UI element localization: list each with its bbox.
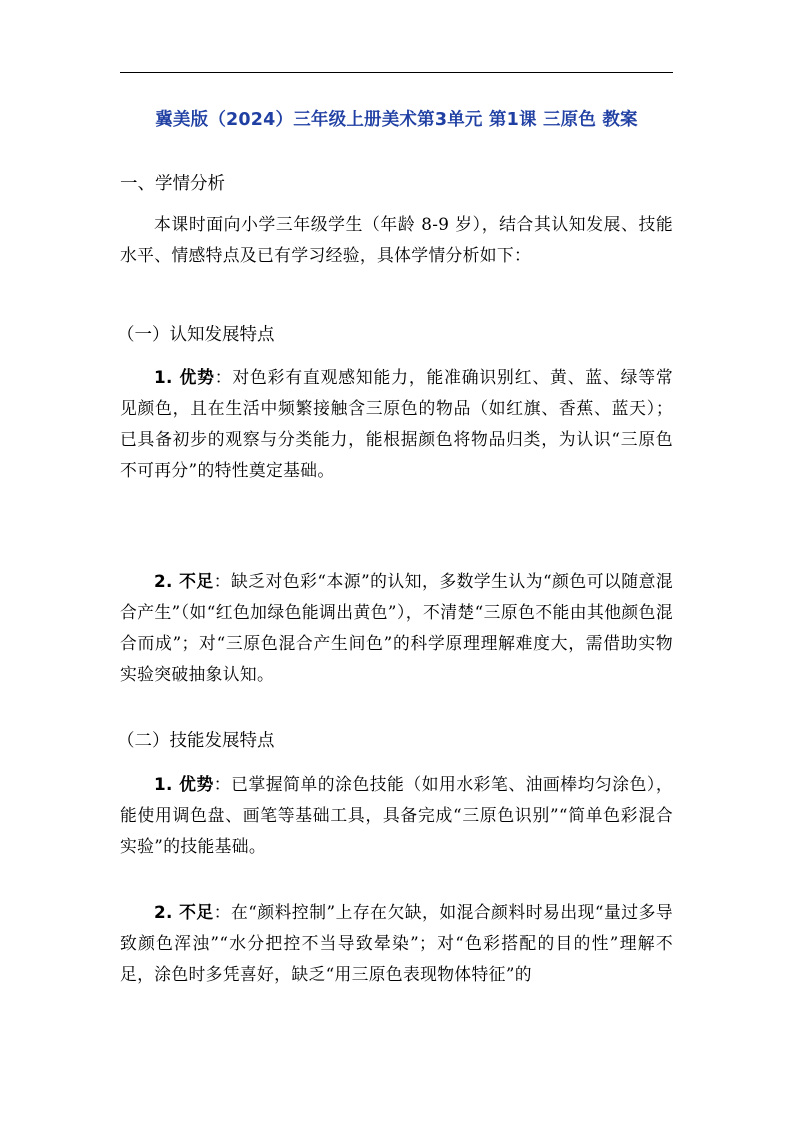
skill-weakness-label: 2. 不足 xyxy=(154,902,214,922)
skill-weakness-text: ：在“颜料控制”上存在欠缺，如混合颜料时易出现“量过多导致颜色浑浊”“水分把控不当导致晕染”；对“色彩搭配的目的性”理解不足，涂色时多凭喜好，缺乏“用三原色表现物体特征”的 xyxy=(120,902,673,984)
skill-weakness-paragraph xyxy=(120,897,673,990)
document-title: 冀美版（2024）三年级上册美术第3单元 第1课 三原色 教案 xyxy=(155,110,638,130)
cognitive-strength-label: 1. 优势 xyxy=(154,367,215,387)
subheading-skill: （二）技能发展特点 xyxy=(117,731,275,751)
cognitive-weakness-paragraph xyxy=(120,566,673,690)
skill-strength-label: 1. 优势 xyxy=(154,774,214,794)
cognitive-weakness-text: ：缺乏对色彩“本源”的认知，多数学生认为“颜色可以随意混合产生”（如“红色加绿色能调出黄色”），不清楚“三原色不能由其他颜色混合而成”；对“三原色混合产生间色”的科学原理理解难度大，需借助实物实验突破抽象认知。 xyxy=(120,571,673,684)
cognitive-strength-paragraph xyxy=(120,362,673,486)
section-heading-analysis: 一、学情分析 xyxy=(120,174,225,194)
subheading-cognitive: （一）认知发展特点 xyxy=(117,325,275,345)
cognitive-weakness-label: 2. 不足 xyxy=(154,571,214,591)
header-rule xyxy=(120,72,673,73)
intro-paragraph: 本课时面向小学三年级学生（年龄 8-9 岁），结合其认知发展、技能水平、情感特点及已有学习经验，具体学情分析如下： xyxy=(120,214,673,265)
skill-strength-text: ：已掌握简单的涂色技能（如用水彩笔、油画棒均匀涂色），能使用调色盘、画笔等基础工具，具备完成“三原色识别”“简单色彩混合实验”的技能基础。 xyxy=(120,774,673,856)
cognitive-strength-text: ：对色彩有直观感知能力，能准确识别红、黄、蓝、绿等常见颜色，且在生活中频繁接触含三原色的物品（如红旗、香蕉、蓝天）；已具备初步的观察与分类能力，能根据颜色将物品归类，为认识“三原色不可再分”的特性奠定基础。 xyxy=(120,367,673,480)
skill-strength-paragraph xyxy=(120,769,673,862)
